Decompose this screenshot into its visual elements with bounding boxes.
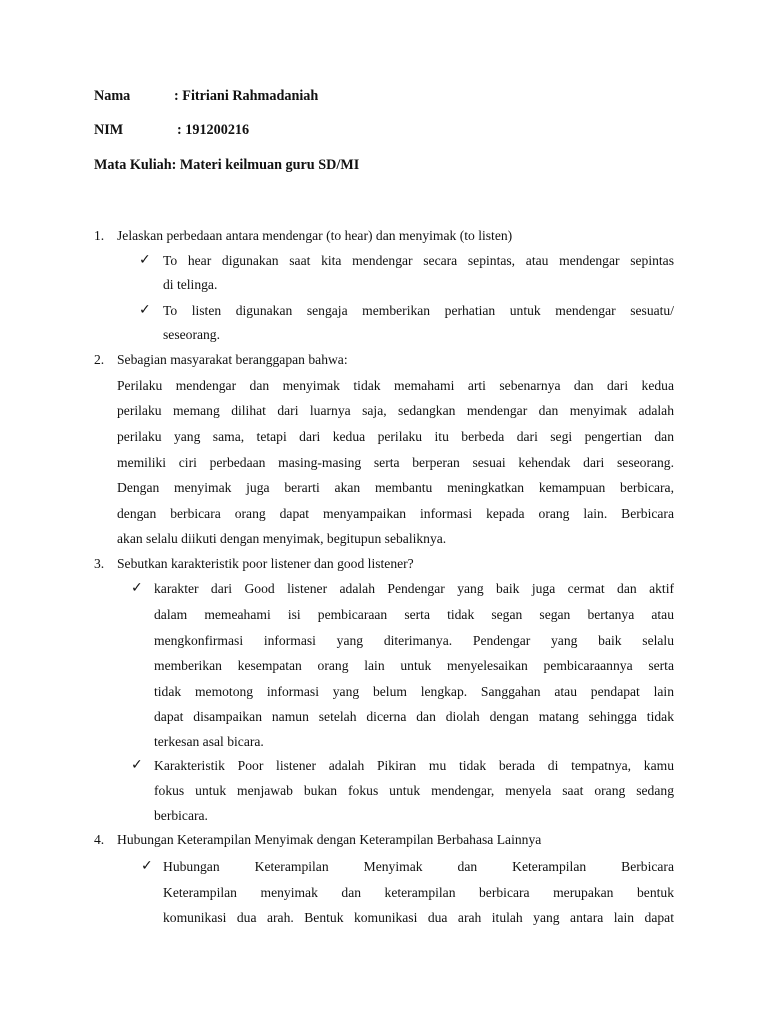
checkmark-icon: ✓ <box>131 580 143 596</box>
bullet-line: memberikan kesempatan orang lain untuk menyelesaikan pembicaraannya serta <box>154 658 674 673</box>
question-text: Sebagian masyarakat beranggapan bahwa: <box>117 352 348 367</box>
bullet-line: karakter dari Good listener adalah Pendengar yang baik juga cermat dan aktif <box>154 581 674 596</box>
nim-row <box>94 122 250 139</box>
paragraph-line: perilaku yang sama, tetapi dari kedua perilaku itu berbeda dari segi pengertian dan <box>117 429 674 444</box>
bullet-line: dalam memeahami isi pembicaraan serta tidak segan segan bertanya atau <box>154 607 674 622</box>
name-label: Nama <box>94 88 131 104</box>
checkmark-icon: ✓ <box>141 858 153 874</box>
question-text: Sebutkan karakteristik poor listener dan good listener? <box>117 556 414 571</box>
bullet-line: To hear digunakan saat kita mendengar secara sepintas, atau mendengar sepintas <box>163 253 674 268</box>
item-number: 3. <box>94 556 105 571</box>
bullet-line: dapat disampaikan namun setelah dicerna dan diolah dengan matang sehingga tidak <box>154 709 674 724</box>
paragraph-line: Perilaku mendengar dan menyimak tidak memahami arti sebenarnya dan dari kedua <box>117 378 674 393</box>
bullet-line: seseorang. <box>163 327 220 342</box>
bullet-line: To listen digunakan sengaja memberikan perhatian untuk mendengar sesuatu/ <box>163 303 674 318</box>
checkmark-icon: ✓ <box>131 757 143 773</box>
bullet-line: di telinga. <box>163 277 218 292</box>
bullet-line: komunikasi dua arah. Bentuk komunikasi dua arah itulah yang antara lain dapat <box>163 910 674 925</box>
name-row <box>94 88 319 105</box>
paragraph-line: memiliki ciri perbedaan masing-masing serta berperan sesuai kehendak dari seseorang. <box>117 455 674 470</box>
question-text: Jelaskan perbedaan antara mendengar (to hear) dan menyimak (to listen) <box>117 228 513 243</box>
checkmark-icon: ✓ <box>139 302 151 318</box>
item-number: 1. <box>94 228 105 243</box>
bullet-line: fokus untuk menjawab bukan fokus untuk mendengar, menyela saat orang sedang <box>154 783 674 798</box>
bullet-line: tidak memotong informasi yang belum lengkap. Sanggahan atau pendapat lain <box>154 684 674 699</box>
bullet-line: Karakteristik Poor listener adalah Pikiran mu tidak berada di tempatnya, kamu <box>154 758 674 773</box>
bullet-line: mengkonfirmasi informasi yang diterimanya. Pendengar yang baik selalu <box>154 633 674 648</box>
checkmark-icon: ✓ <box>139 252 151 268</box>
bullet-line: Keterampilan menyimak dan keterampilan berbicara merupakan bentuk <box>163 885 674 900</box>
item-number: 4. <box>94 832 105 847</box>
nim-label: NIM <box>94 122 124 138</box>
course-line: Mata Kuliah: Materi keilmuan guru SD/MI <box>94 157 360 173</box>
question-text: Hubungan Keterampilan Menyimak dengan Keterampilan Berbahasa Lainnya <box>117 832 542 847</box>
item-number: 2. <box>94 352 105 367</box>
bullet-line: Hubungan Keterampilan Menyimak dan Keterampilan Berbicara <box>163 859 674 874</box>
paragraph-line: perilaku memang dilihat dari luarnya saja, sedangkan mendengar dan menyimak adalah <box>117 403 674 418</box>
bullet-line: berbicara. <box>154 808 208 823</box>
paragraph-line: akan selalu diikuti dengan menyimak, begitupun sebaliknya. <box>117 531 447 546</box>
bullet-line: terkesan asal bicara. <box>154 734 264 749</box>
paragraph-line: dengan berbicara orang dapat menyampaikan informasi kepada orang lain. Berbicara <box>117 506 674 521</box>
paragraph-line: Dengan menyimak juga berarti akan membantu meningkatkan kemampuan berbicara, <box>117 480 674 495</box>
name-value: : Fitriani Rahmadaniah <box>174 88 319 104</box>
nim-value: : 191200216 <box>177 122 250 138</box>
